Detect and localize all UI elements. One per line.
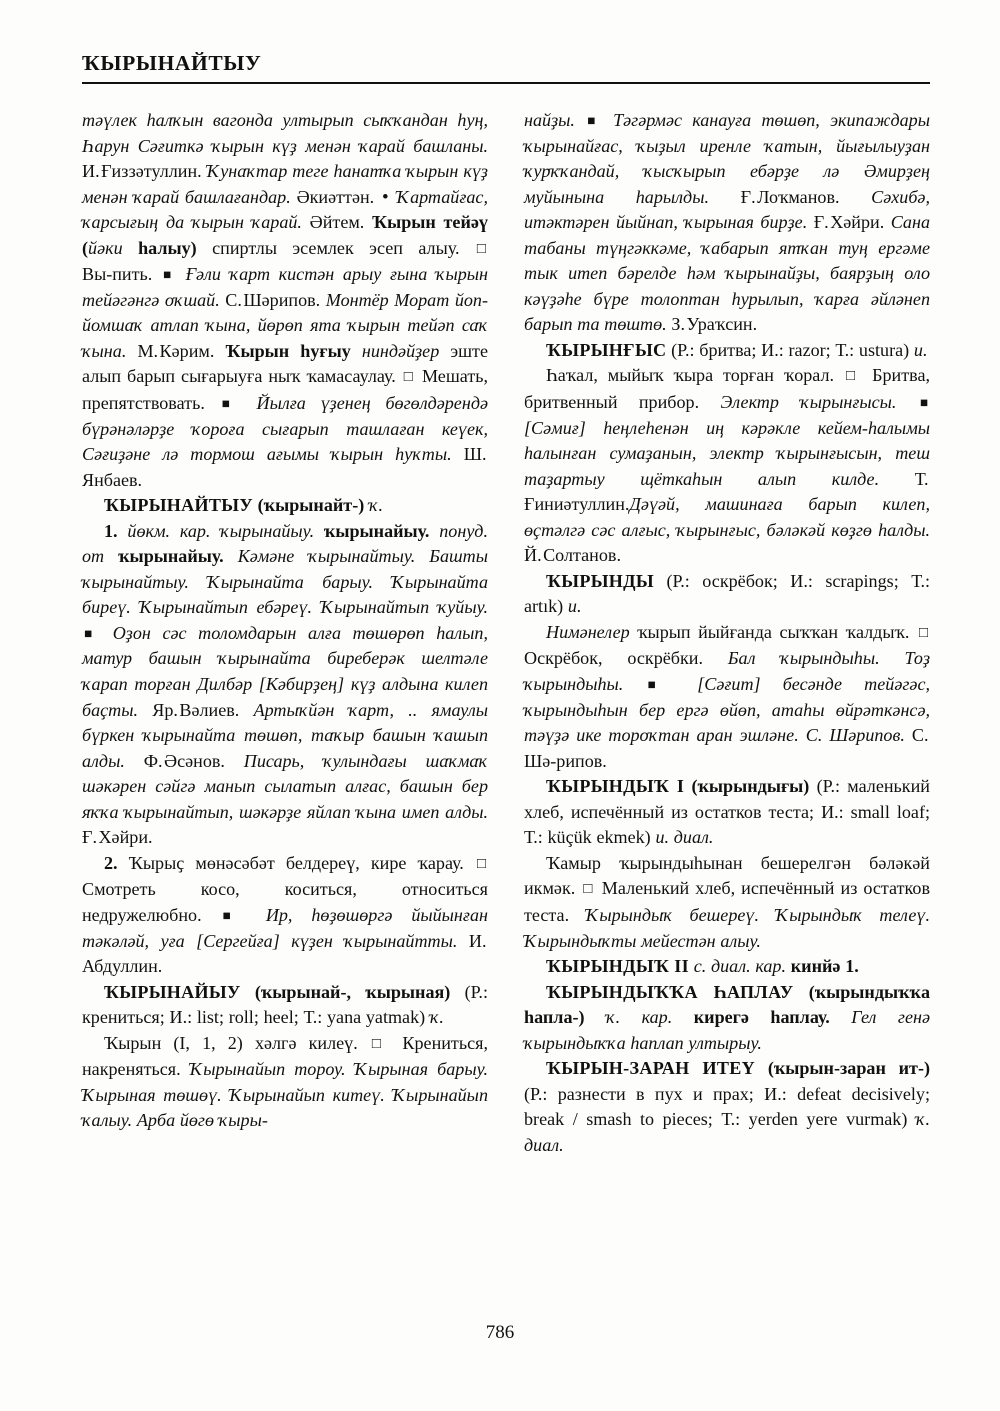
- translation-gloss: (Р.: маленький хлеб, испечённый из остатков теста; И.: small loaf; Т.: küçük ekmek): [524, 776, 930, 848]
- part-of-speech: ҡ.: [429, 1007, 444, 1028]
- part-of-speech: и.: [913, 339, 928, 360]
- definition-ba: спиртлы эсемлек эсеп алыу.: [212, 237, 460, 258]
- sense-number: 2.: [104, 852, 118, 873]
- definition-ru: Вы‑пить.: [82, 264, 153, 285]
- part-of-speech: ҡ. диал.: [524, 1109, 930, 1155]
- source-attribution: И. Абдуллин.: [82, 930, 488, 977]
- sense-labels: йөкм. кар. ҡырынайыу.: [127, 520, 315, 541]
- sense-number: 1.: [104, 520, 118, 541]
- headword-paren: (ҡырын-заран ит-): [767, 1058, 930, 1079]
- open-square-marker: □: [845, 368, 861, 385]
- headword: ҠЫРЫНАЙТЫУ: [104, 495, 253, 516]
- open-square-marker: □: [403, 369, 414, 386]
- entry-kyryndy: [524, 569, 930, 620]
- headword: ҠЫРЫНДЫҠҠА ҺАПЛАУ: [546, 981, 794, 1002]
- definition-ba: ҡырып йыйғанда сыҡҡан ҡалдыҡ.: [637, 621, 910, 642]
- part-of-speech: и.: [567, 596, 582, 617]
- open-square-marker: □: [371, 1035, 389, 1052]
- headword: ҠЫРЫНҒЫС: [546, 339, 667, 360]
- headword-paren: (ҡырынайт-): [257, 495, 365, 516]
- right-column: [524, 108, 930, 1158]
- examples: Гел генә ҡырындыҡҡа һаплап ултырыу.: [524, 1007, 930, 1053]
- sense-ba-word: ҡырынайыу.: [323, 520, 430, 541]
- filled-square-marker: ■: [222, 907, 245, 923]
- translation-gloss: (Р.: крениться; И.: list; roll; heel; Т.: yana yatmak): [82, 981, 488, 1028]
- source-attribution: Ғ. Лоҡманов.: [740, 186, 840, 207]
- headword-paren: (ҡырынай-, ҡырыная): [254, 981, 451, 1002]
- examples: Кәмәне ҡырынайтыу. Башты ҡырынайтыу. Ҡырынайта барыу. Ҡырынайта биреү. Ҡырынайтып ебәреү. Ҡырынайтып ҡуйыу.: [82, 546, 488, 618]
- citation: [Сәғит] бесәнде тейәгәс, ҡырындыһын бер ергә өйөп, атаһы өйрәткәнсә, тәүҙә ике тороҡтан аран эшләне. С. Шәрипов.: [524, 674, 930, 746]
- entry-kyryndyk-1: [524, 774, 930, 851]
- entry-kyryndyk-2: [524, 954, 930, 980]
- cross-reference: кирегә һаплау.: [693, 1007, 830, 1028]
- examples: Ҡырындыҡ бешереү. Ҡырындыҡ телеү. Ҡырындыҡты мейестән алыу.: [524, 904, 930, 951]
- cross-reference: кинйә 1.: [790, 956, 859, 977]
- source-attribution: М. Кәрим.: [137, 340, 215, 361]
- headword-paren: (ҡырындыҡҡа һапла-): [524, 981, 930, 1028]
- open-square-marker: □: [476, 855, 486, 872]
- entry-kyryndy-body: [524, 620, 930, 774]
- open-square-marker: □: [476, 240, 486, 257]
- source-attribution: Ғ. Хәйри.: [813, 212, 885, 233]
- entry-kyryndyk-1-body: [524, 851, 930, 954]
- definition-subject: Нимәнелер: [546, 621, 630, 642]
- definition-ru: Бритва, бритвенный прибор.: [524, 365, 930, 413]
- headword-paren: (ҡырындығы): [691, 776, 810, 797]
- definition-ba: Һаҡал, мыйыҡ ҡыра торған ҡорал.: [546, 365, 835, 386]
- source-attribution: С. Шәрипов.: [225, 289, 321, 310]
- sense-2: [82, 851, 488, 980]
- translation-gloss: (Р.: разнести в пух и прах; И.: defeat decisively; break / smash to pieces; Т.: yerden yere vurmak): [524, 1083, 930, 1130]
- part-of-speech: ҡ.: [606, 1007, 621, 1028]
- definition-ru: Крениться, накреняться.: [82, 1032, 488, 1080]
- headword: ҠЫРЫНАЙЫУ: [104, 981, 241, 1002]
- left-column: [82, 108, 488, 1158]
- source-attribution: С. Шә‑рипов.: [524, 725, 930, 771]
- citation: Ир, һөҙөшөргә йыйынған тәкәләй, уға [Сергейға] күҙен ҡырынайтты.: [82, 904, 488, 951]
- open-square-marker: □: [918, 624, 928, 641]
- filled-square-marker: ■: [587, 113, 601, 128]
- definition-ba: Ҡырыҫ мөнәсәбәт белдереү, кире ҡарау.: [128, 852, 464, 873]
- part-of-speech: ҡ.: [368, 495, 384, 516]
- translation-gloss: (Р.: бритва; И.: razor; Т.: ustura): [671, 339, 910, 360]
- examples: Ҡырынайып тороу. Ҡырыная барыу. Ҡырыная төшөү. Ҡырынайып китеү. Ҡырынайып ҡалыу. Арба йөгө ҡыры-: [82, 1059, 488, 1131]
- entry-kyrynaiyu-body: [82, 1031, 488, 1134]
- continuation-paragraph: тәүлек һалҡын вагонда ултырып сыҡҡандан һуң, Һарун Сәғиткә ҡырын күҙ менән ҡарай башланы. И. Ғиззәтуллин. Ҡунаҡтар теге һанатҡа ҡырын күҙ менән ҡарай башлағандар. Әкиәттән. • Ҡартайғас, ҡарсығың да ҡырын ҡарай. Әйтем. Ҡырын тейәү (йәки һалыу) спиртлы эсемлек эсеп алыу. □ Вы‑пить. ■ Ғәли ҡарт кистән арыу ғына ҡырын тейәгәнгә оҡшай. С. Шәрипов. Монтёр Морат йоп-йомшаҡ атлап ҡына, йөрөп ята ҡырын тейәп саҡ ҡына. М. Кәрим. Ҡырын һуғыу ниндәйҙер эште алып барып сығарыуға ныҡ ҡамасаулау. □ Мешать, препятствовать. ■ Йылға үҙенең бөгөлдәрендә бүрәнәләрҙе ҡороға сығарып ташлаған кеүек, Сәғиҙәне лә тормош ағымы ҡырын һуҡты. Ш. Янбаев.: [82, 110, 489, 490]
- page-header: [82, 52, 930, 84]
- filled-square-marker: ■: [162, 267, 176, 283]
- source-attribution: Әйтем.: [309, 212, 365, 233]
- source-attribution: Й. Солтанов.: [524, 545, 621, 566]
- definition-ru: Смотреть косо, коситься, относиться недружелюбно.: [82, 879, 488, 925]
- definition-ba: Ҡырын (I, 1, 2) хәлгә килеү.: [104, 1032, 358, 1053]
- running-head: ҠЫРЫНАЙТЫУ: [82, 51, 262, 75]
- entry-labels: с. диал. кар.: [693, 956, 786, 977]
- continuation-paragraph: найҙы. ■ Тәгәрмәс канауға төшөп, экипаждары ҡырынайғас, ҡыҙыл иренле ҡатын, йығылыуҙан ҡурҡҡандай, ҡысҡырып ебәрҙе лә Әмирҙең муйынына һарылды. Ғ. Лоҡманов. Сәхибә, итәктәрен йыйнап, ҡырыная бирҙе. Ғ. Хәйри. Сана табаны түңгәккәме, ҡабарып ятҡан туң ергәме тык итеп бәрелде һәм ҡырынайҙы, баярҙың оло кәүҙәһе бүре толоптан һурылып, ҡарға әйләнеп барып та төштө. З. Ураҡсин.: [524, 110, 930, 335]
- examples: Электр ҡырынғысы.: [720, 392, 897, 413]
- entry-kyryngys-body: Һаҡал, мыйыҡ ҡыра торған ҡорал. □ Бритва, бритвенный прибор. Электр ҡырынғысы. ■ [Сәмиғ] һеңлеһенән иң кәрәкле кейем-һалымы һалынған сумаҙанын, электр ҡырынғысын, теш таҙартыу щёткаһын алып килде. Т. Ғиниәтуллин.Дәүәй, машинаға барып килеп, өҫтәлгә сәс алғыс, ҡырынғыс, бәләкәй көҙгө һалды. Й. Солтанов.: [524, 365, 930, 566]
- source-attribution: Ғ. Хәйри.: [82, 827, 153, 848]
- filled-square-marker: ■: [221, 396, 240, 412]
- text-columns: [82, 108, 930, 1158]
- entry-labels: кар.: [641, 1007, 673, 1028]
- headword: ҠЫРЫН-ЗАРАН ИТЕҮ: [546, 1058, 756, 1079]
- headword: ҠЫРЫНДЫҠ I: [546, 776, 685, 797]
- entry-kyrynaiyu: [82, 980, 488, 1031]
- filled-square-marker: ■: [919, 395, 928, 411]
- headword: ҠЫРЫНДЫ: [546, 570, 654, 591]
- source-attribution: З. Ураҡсин.: [671, 314, 758, 335]
- entry-kyryndykka-haplau: [524, 980, 930, 1057]
- definition-ru: Мешать, препятствовать.: [82, 366, 489, 414]
- definition-ba: эште алып барып сығарыуға ныҡ ҡамасаулау.: [82, 340, 488, 387]
- filled-square-marker: ■: [647, 677, 674, 693]
- open-square-marker: □: [583, 881, 594, 898]
- definition-ru: Маленький хлеб, испечённый из остатков теста.: [524, 878, 930, 925]
- header-rule: [82, 82, 930, 84]
- translation-gloss: (Р.: оскрёбок; И.: scrapings; Т.: artık): [524, 570, 930, 617]
- source-attribution: Яр. Вәлиев.: [152, 699, 240, 720]
- source-attribution: Ш. Янбаев.: [82, 444, 488, 490]
- ru-label: понуд. от: [82, 520, 488, 567]
- page-number: 786: [485, 1322, 515, 1343]
- entry-kyryngys: [524, 338, 930, 364]
- source-attribution: Т. Ғиниәтуллин.: [524, 468, 930, 515]
- entry-kyrynaityu: [82, 493, 488, 519]
- source-attribution: Ф. Әсәнов.: [143, 750, 225, 771]
- examples: Бал ҡырындыһы. Тоҙ ҡырындыһы.: [524, 648, 930, 695]
- headword: ҠЫРЫНДЫҠ II: [546, 956, 689, 977]
- bullet-marker: •: [382, 186, 389, 208]
- ru-headword: ҡырынайыу.: [118, 546, 224, 567]
- part-of-speech: и. диал.: [655, 827, 714, 848]
- filled-square-marker: ■: [84, 625, 100, 641]
- definition-ba: Ҡамыр ҡырындыһынан бешерелгән бәләкәй икмәк.: [524, 852, 930, 899]
- sense-1: 1. йөкм. кар. ҡырынайыу. ҡырынайыу. понуд. от ҡырынайыу. Кәмәне ҡырынайтыу. Башты ҡырынайтыу. Ҡырынайта барыу. Ҡырынайта биреү. Ҡырынайтып ебәреү. Ҡырынайтып ҡуйыу. ■ Оҙон сәс толомдарын алға төшөрөп һалып, матур башын ҡырынайта биреберәк шелтәле ҡарап торған Дилбәр [Кәбирҙең] күҙ алдына килеп баҫты. Яр. Вәлиев. Артыҡйән ҡарт, .. ямаулы бүркен ҡырынайта төшөп, таҡыр башын ҡашып алды. Ф. Әсәнов. Писарь, ҡулындағы шаҡмаҡ шәкәрен сәйгә манып сылатып алғас, башын бер яҡҡа ҡырынайтып, шәкәрҙе яйлап ҡына имеп алды. Ғ. Хәйри.: [82, 520, 488, 848]
- source-attribution: Әкиәттән.: [296, 186, 375, 207]
- source-attribution: И. Ғиззәтуллин.: [82, 161, 202, 182]
- definition-ru: Оскрёбок, оскрёбки.: [524, 648, 703, 669]
- entry-kyryn-zaran-iteu: [524, 1056, 930, 1158]
